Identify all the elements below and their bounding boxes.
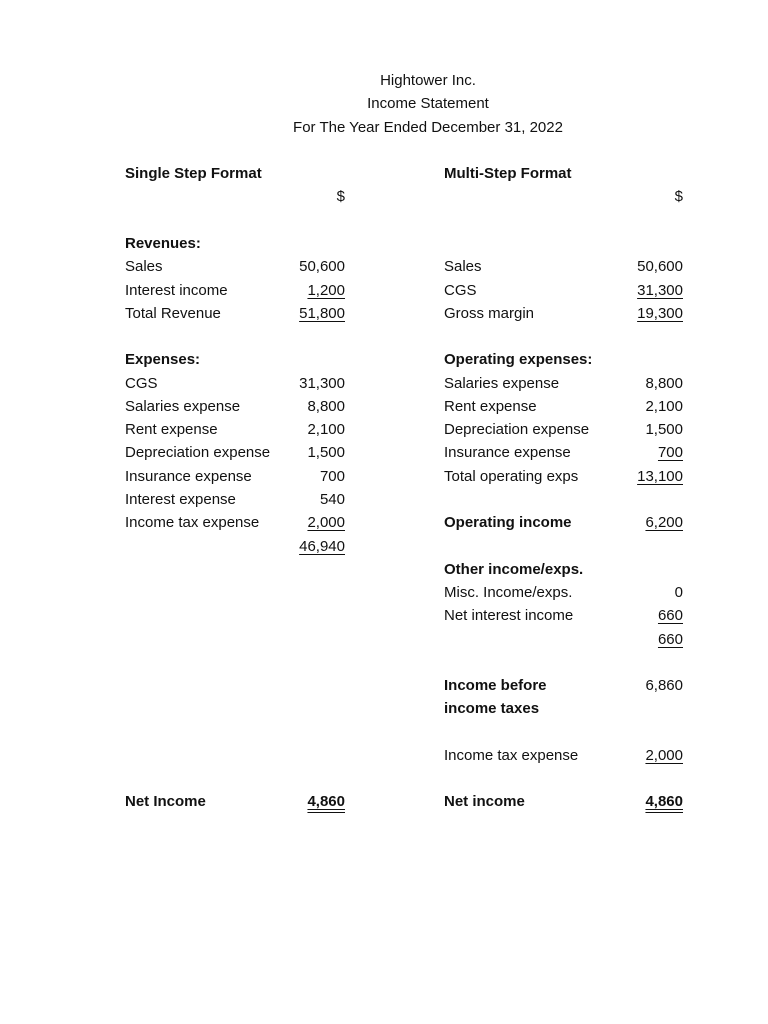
revenue-value: 1,200 <box>307 282 345 299</box>
income-before-taxes-label-line2: income taxes <box>444 700 540 717</box>
expense-label: Salaries expense <box>125 398 241 415</box>
multi-step-title: Multi-Step Format <box>444 165 572 182</box>
operating-expense-value: 1,500 <box>645 421 683 438</box>
net-income-label: Net income <box>444 793 525 810</box>
expense-value: 2,000 <box>307 514 345 531</box>
operating-expense-label: Depreciation expense <box>444 421 590 438</box>
other-income-label: Net interest income <box>444 607 574 624</box>
total-revenue-value: 51,800 <box>299 305 345 322</box>
statement-title: Income Statement <box>367 95 489 112</box>
expense-label: Insurance expense <box>125 468 252 485</box>
operating-expense-value: 8,800 <box>645 375 683 392</box>
income-tax-label: Income tax expense <box>444 747 579 764</box>
company-name: Hightower Inc. <box>380 72 476 89</box>
sales-value: 50,600 <box>637 258 683 275</box>
total-operating-value: 13,100 <box>637 468 683 485</box>
expense-label: CGS <box>125 375 158 392</box>
net-income-label: Net Income <box>125 793 206 810</box>
single-step-currency: $ <box>336 188 345 205</box>
revenue-value: 50,600 <box>299 258 345 275</box>
other-income-total: 660 <box>657 631 683 648</box>
operating-expense-value: 700 <box>657 444 683 461</box>
expense-value: 31,300 <box>299 375 345 392</box>
multi-step-currency: $ <box>674 188 683 205</box>
expense-label: Income tax expense <box>125 514 260 531</box>
expense-value: 700 <box>319 468 345 485</box>
operating-income-label: Operating income <box>444 514 572 531</box>
gross-margin-value: 19,300 <box>637 305 683 322</box>
expense-value: 1,500 <box>307 444 345 461</box>
net-income-value: 4,860 <box>307 793 345 810</box>
expense-value: 540 <box>319 491 345 508</box>
net-income-value: 4,860 <box>645 793 683 810</box>
other-income-heading: Other income/exps. <box>444 561 584 578</box>
revenue-label: Interest income <box>125 282 228 299</box>
cgs-value: 31,300 <box>637 282 683 299</box>
income-before-taxes-label: Income before <box>444 677 547 694</box>
single-step-title: Single Step Format <box>125 165 262 182</box>
expense-label: Interest expense <box>125 491 236 508</box>
revenues-heading: Revenues: <box>125 235 201 252</box>
gross-margin-label: Gross margin <box>444 305 535 322</box>
operating-expense-label: Insurance expense <box>444 444 571 461</box>
cgs-label: CGS <box>444 282 477 299</box>
expense-value: 8,800 <box>307 398 345 415</box>
expense-value: 2,100 <box>307 421 345 438</box>
operating-expenses-heading: Operating expenses: <box>444 351 593 368</box>
sales-label: Sales <box>444 258 482 275</box>
operating-expense-label: Rent expense <box>444 398 537 415</box>
expense-label: Depreciation expense <box>125 444 271 461</box>
income-tax-value: 2,000 <box>645 747 683 764</box>
other-income-value: 660 <box>657 607 683 624</box>
revenue-label: Sales <box>125 258 163 275</box>
operating-expense-label: Salaries expense <box>444 375 560 392</box>
total-operating-label: Total operating exps <box>444 468 579 485</box>
expense-label: Rent expense <box>125 421 218 438</box>
income-before-taxes-value: 6,860 <box>645 677 683 694</box>
statement-period: For The Year Ended December 31, 2022 <box>293 119 563 136</box>
expenses-heading: Expenses: <box>125 351 201 368</box>
operating-expense-value: 2,100 <box>645 398 683 415</box>
total-revenue-label: Total Revenue <box>125 305 221 322</box>
total-expenses-value: 46,940 <box>299 538 345 555</box>
operating-income-value: 6,200 <box>645 514 683 531</box>
other-income-label: Misc. Income/exps. <box>444 584 573 601</box>
other-income-value: 0 <box>674 584 683 601</box>
